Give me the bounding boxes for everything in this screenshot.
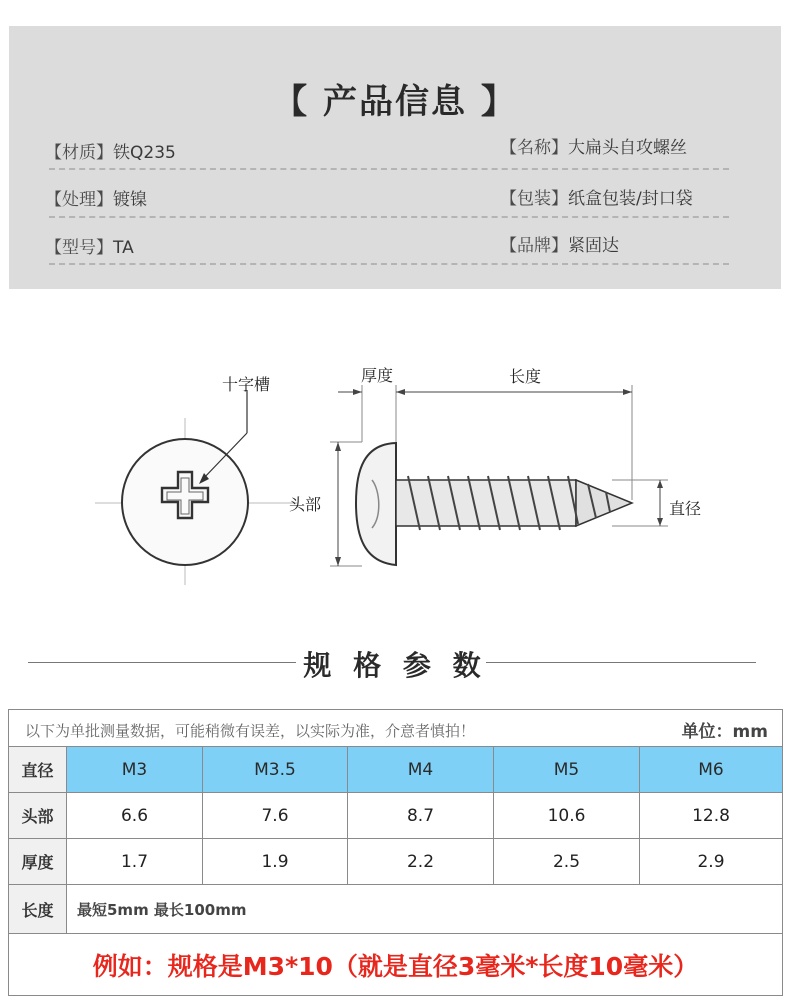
size-cell: M3 xyxy=(67,747,203,793)
info-brand xyxy=(500,231,619,255)
row-label-head: 头部 xyxy=(9,793,67,839)
row-label-diameter: 直径 xyxy=(9,747,67,793)
info-brand-value: 紧固达 xyxy=(568,236,619,256)
head-cell: 7.6 xyxy=(203,793,348,839)
screw-side-view xyxy=(330,385,668,566)
info-material xyxy=(45,138,176,162)
info-treatment-value: 镀镍 xyxy=(113,190,147,210)
info-model-label: 【型号】 xyxy=(45,238,113,258)
spec-note-row xyxy=(9,710,782,747)
label-thickness: 厚度 xyxy=(361,366,394,385)
product-info-panel xyxy=(9,26,781,289)
info-material-value: 铁Q235 xyxy=(113,143,176,163)
head-cell: 6.6 xyxy=(67,793,203,839)
spec-heading: 规 格 参 数 xyxy=(303,649,487,682)
info-package-label: 【包装】 xyxy=(500,189,568,209)
length-value: 最短5mm 最长100mm xyxy=(67,885,782,934)
spec-note: 以下为单批测量数据，可能稍微有误差，以实际为准，介意者慎拍！ xyxy=(25,722,476,740)
spec-table xyxy=(8,709,783,996)
screw-dimension-diagram xyxy=(0,330,790,620)
info-material-label: 【材质】 xyxy=(45,143,113,163)
info-model xyxy=(45,233,134,257)
size-cell: M3.5 xyxy=(203,747,348,793)
spec-example: 例如：规格是M3*10（就是直径3毫米*长度10毫米） xyxy=(92,951,699,981)
head-cell: 12.8 xyxy=(640,793,782,839)
info-divider-3 xyxy=(49,263,729,265)
spec-unit: 单位：mm xyxy=(681,722,768,742)
head-cell: 10.6 xyxy=(494,793,640,839)
info-name-value: 大扁头自攻螺丝 xyxy=(568,138,687,158)
info-name-label: 【名称】 xyxy=(500,138,568,158)
info-package xyxy=(500,184,693,208)
info-name xyxy=(500,133,687,157)
info-divider-2 xyxy=(49,216,729,218)
info-brand-label: 【品牌】 xyxy=(500,236,568,256)
label-diameter: 直径 xyxy=(669,499,702,518)
row-label-length: 长度 xyxy=(9,885,67,934)
thickness-cell: 2.9 xyxy=(640,839,782,885)
label-head: 头部 xyxy=(289,495,322,514)
size-cell: M4 xyxy=(348,747,494,793)
info-model-value: TA xyxy=(113,238,134,258)
label-length: 长度 xyxy=(509,367,542,386)
info-divider-1 xyxy=(49,168,729,170)
size-cell: M6 xyxy=(640,747,782,793)
thickness-cell: 1.7 xyxy=(67,839,203,885)
thickness-cell: 2.5 xyxy=(494,839,640,885)
thickness-cell: 2.2 xyxy=(348,839,494,885)
info-package-value: 纸盒包装/封口袋 xyxy=(568,189,693,209)
size-cell: M5 xyxy=(494,747,640,793)
row-label-thickness: 厚度 xyxy=(9,839,67,885)
info-treatment-label: 【处理】 xyxy=(45,190,113,210)
product-info-title: 【 产品信息 】 xyxy=(273,82,517,122)
label-cross-slot: 十字槽 xyxy=(222,375,271,394)
thickness-cell: 1.9 xyxy=(203,839,348,885)
head-cell: 8.7 xyxy=(348,793,494,839)
screw-head-top-view xyxy=(95,390,298,585)
info-treatment xyxy=(45,185,147,209)
